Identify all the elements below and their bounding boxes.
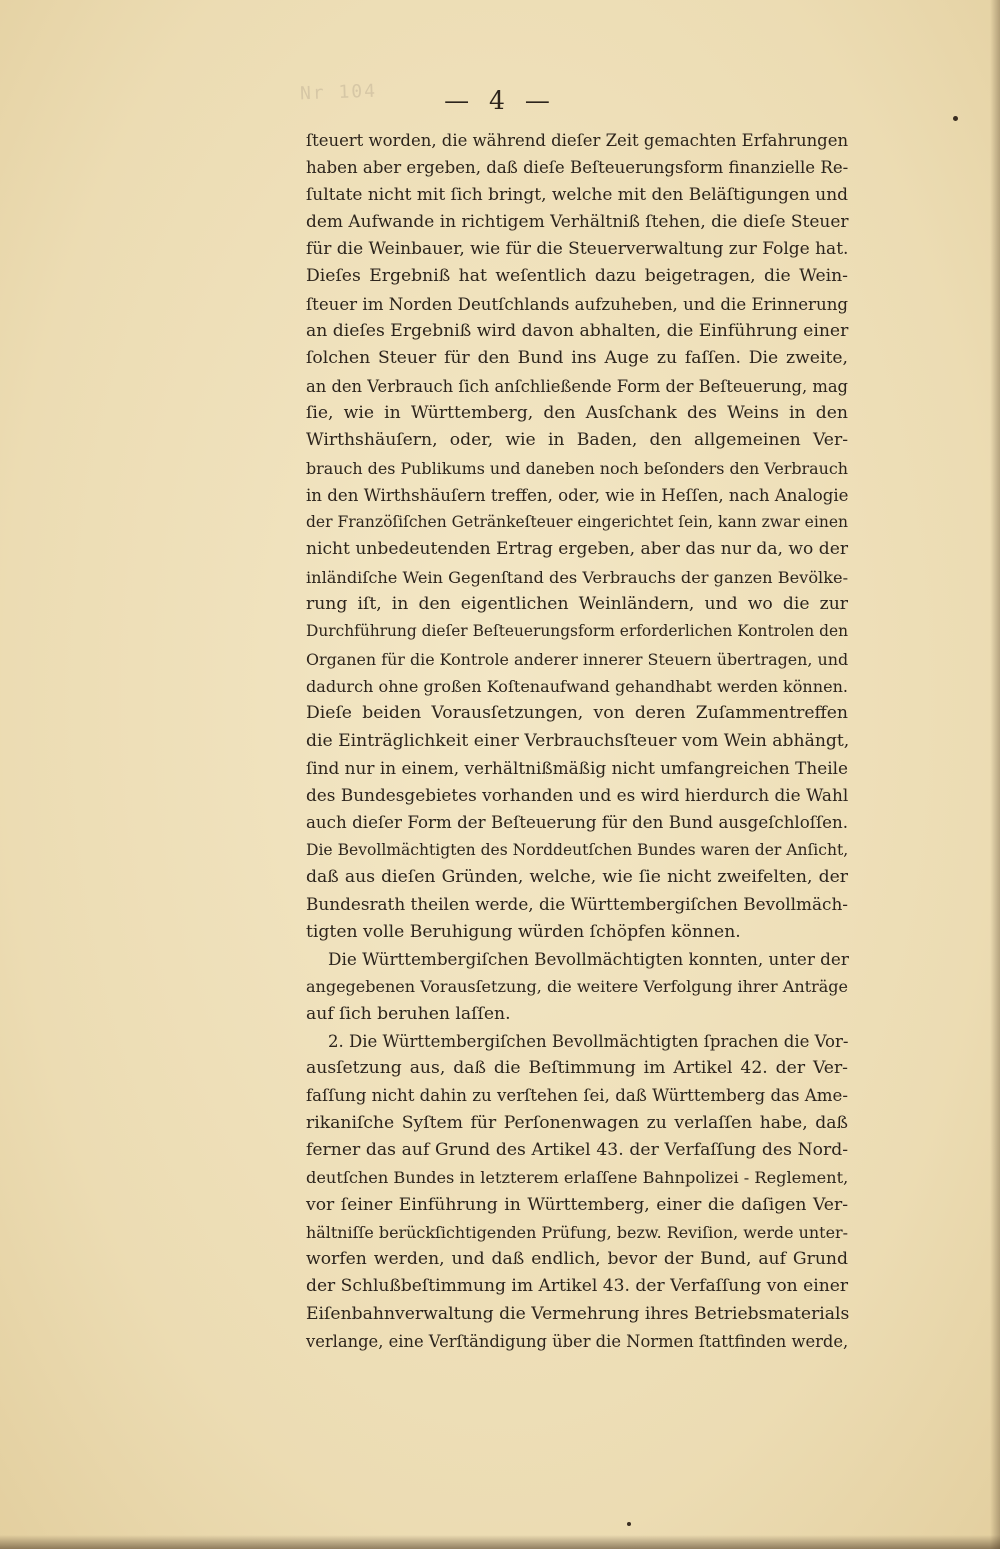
text-line: des Bundesgebietes vorhanden und es wird hierdurch die Wahl xyxy=(306,785,849,806)
text-line: Eiſenbahnverwaltung die Vermehrung ihres Betriebsmaterials xyxy=(306,1303,850,1324)
text-line: verlange, eine Verſtändigung über die Normen ſtattfinden werde, xyxy=(306,1332,849,1352)
text-line: ſultate nicht mit ſich bringt, welche mit den Beläſtigungen und xyxy=(306,184,848,205)
text-line: haben aber ergeben, daß dieſe Beſteuerungsform finanzielle Re- xyxy=(306,158,849,178)
page-number: — 4 — xyxy=(444,86,556,115)
text-line: angegebenen Vorausſetzung, die weitere Verfolgung ihrer Anträge xyxy=(306,977,848,997)
text-line: auch dieſer Form der Beſteuerung für den Bund ausgeſchloſſen. xyxy=(306,813,848,833)
text-line: rikaniſche Syſtem für Perſonenwagen zu verlaſſen habe, daß xyxy=(306,1112,848,1133)
text-line: ausſetzung aus, daß die Beſtimmung im Artikel 42. der Ver- xyxy=(306,1058,848,1079)
text-line: für die Weinbauer, wie für die Steuerverwaltung zur Folge hat. xyxy=(306,239,849,260)
text-line: auf ſich beruhen laſſen. xyxy=(306,1003,511,1024)
text-line: in den Wirthshäuſern treffen, oder, wie in Heſſen, nach Analogie xyxy=(306,485,849,505)
ink-speck-bottom xyxy=(627,1522,631,1526)
text-line: der Franzöſiſchen Getränkeſteuer eingerichtet ſein, kann zwar einen xyxy=(306,513,848,532)
text-line: dadurch ohne großen Koſtenaufwand gehandhabt werden können. xyxy=(306,676,848,696)
text-line: Organen für die Kontrole anderer innerer Steuern übertragen, und xyxy=(306,649,849,669)
body-text xyxy=(306,127,848,1355)
faded-stamp: Nr 104 xyxy=(299,80,378,105)
text-line: an den Verbrauch ſich anſchließende Form der Beſteuerung, mag xyxy=(306,376,848,396)
page-edge-shadow xyxy=(990,0,1000,1549)
text-line: deutſchen Bundes in letzterem erlaſſene Bahnpolizei - Reglement, xyxy=(306,1168,849,1188)
text-line: brauch des Publikums und daneben noch beſonders den Verbrauch xyxy=(306,458,848,478)
text-line: nicht unbedeutenden Ertrag ergeben, aber das nur da, wo der xyxy=(306,539,848,560)
text-line: Dieſes Ergebniß hat weſentlich dazu beigetragen, die Wein- xyxy=(306,266,848,287)
ink-speck-top xyxy=(953,116,958,121)
text-line: tigten volle Beruhigung würden ſchöpfen können. xyxy=(306,921,741,942)
text-line: der Schlußbeſtimmung im Artikel 43. der Verfaſſung von einer xyxy=(306,1276,848,1297)
text-line: die Einträglichkeit einer Verbrauchsſteuer vom Wein abhängt, xyxy=(306,730,850,751)
text-line: ſteuer im Norden Deutſchlands aufzuheben, und die Erinnerung xyxy=(306,294,849,314)
text-line: ferner das auf Grund des Artikel 43. der Verfaſſung des Nord- xyxy=(306,1139,848,1160)
text-line: Bundesrath theilen werde, die Württembergiſchen Bevollmäch- xyxy=(306,894,848,915)
text-line: Die Württembergiſchen Bevollmächtigten konnten, unter der xyxy=(328,948,849,969)
text-line: hältniſſe berückſichtigenden Prüfung, bezw. Reviſion, werde unter- xyxy=(306,1222,848,1242)
text-line: worfen werden, und daß endlich, bevor der Bund, auf Grund xyxy=(306,1249,848,1270)
text-line: ſind nur in einem, verhältnißmäßig nicht umfangreichen Theile xyxy=(306,757,849,778)
text-line: Die Bevollmächtigten des Norddeutſchen Bundes waren der Anſicht, xyxy=(306,840,849,859)
text-line: rung iſt, in den eigentlichen Weinländern, und wo die zur xyxy=(306,594,848,615)
text-line: Dieſe beiden Vorausſetzungen, von deren Zuſammentreffen xyxy=(306,703,848,724)
text-line: inländiſche Wein Gegenſtand des Verbrauchs der ganzen Bevölke- xyxy=(306,567,849,587)
text-line: an dieſes Ergebniß wird davon abhalten, die Einführung einer xyxy=(306,321,849,342)
text-line: 2. Die Württembergiſchen Bevollmächtigten ſprachen die Vor- xyxy=(328,1031,849,1051)
text-line: faſſung nicht dahin zu verſtehen ſei, daß Württemberg das Ame- xyxy=(306,1086,848,1106)
text-line: daß aus dieſen Gründen, welche, wie ſie nicht zweifelten, der xyxy=(306,867,848,888)
text-line: vor ſeiner Einführung in Württemberg, einer die daſigen Ver- xyxy=(306,1194,848,1215)
text-line: Wirthshäuſern, oder, wie in Baden, den allgemeinen Ver- xyxy=(306,430,848,451)
bottom-edge-shadow xyxy=(0,1535,1000,1549)
text-line: ſteuert worden, die während dieſer Zeit gemachten Erfahrungen xyxy=(306,131,849,150)
text-line: ſolchen Steuer für den Bund ins Auge zu faſſen. Die zweite, xyxy=(306,348,848,369)
text-line: Durchführung dieſer Beſteuerungsform erforderlichen Kontrolen den xyxy=(306,622,848,641)
text-line: dem Aufwande in richtigem Verhältniß ſtehen, die dieſe Steuer xyxy=(306,211,849,232)
text-line: ſie, wie in Württemberg, den Ausſchank des Weins in den xyxy=(306,402,848,423)
